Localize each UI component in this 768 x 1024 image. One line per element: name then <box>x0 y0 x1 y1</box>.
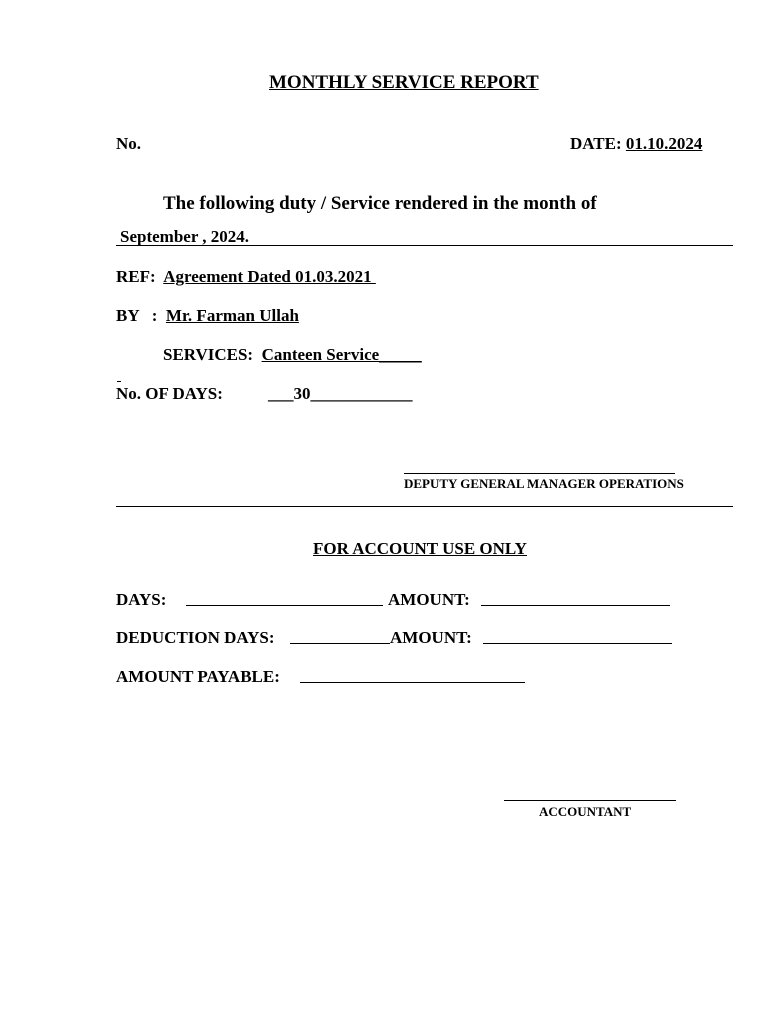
date-field <box>570 134 702 154</box>
account-amount-blank <box>481 591 670 606</box>
by-value: Mr. Farman Ullah <box>165 306 299 325</box>
by-row <box>116 306 299 326</box>
small-mark <box>117 381 121 382</box>
days-value: ___30____________ <box>268 384 413 403</box>
intro-text: The following duty / Service rendered in the month of <box>163 193 597 214</box>
services-label: SERVICES: <box>163 345 254 364</box>
ref-value: Agreement Dated 01.03.2021 <box>163 267 376 286</box>
signature2-line <box>504 800 676 801</box>
days-label: No. OF DAYS: <box>116 384 223 403</box>
signature1-line <box>404 473 675 474</box>
signature2-label: ACCOUNTANT <box>539 804 632 819</box>
ref-label: REF: <box>116 267 156 286</box>
signature1-label: DEPUTY GENERAL MANAGER OPERATIONS <box>404 476 684 491</box>
amount-payable-label: AMOUNT PAYABLE: <box>116 667 280 686</box>
account-amount-label: AMOUNT: <box>388 590 470 609</box>
deduction-amount-blank <box>483 629 672 644</box>
deduction-amount-label: AMOUNT: <box>390 628 472 647</box>
number-label: No. <box>116 134 142 153</box>
section-divider <box>116 506 733 507</box>
services-row <box>163 345 422 365</box>
month-underline <box>116 245 733 246</box>
deduction-days-blank <box>290 629 390 644</box>
date-value: 01.10.2024 <box>625 134 703 153</box>
days-row <box>116 384 223 404</box>
ref-row <box>116 267 376 287</box>
date-label: DATE: <box>570 134 622 153</box>
amount-payable-blank <box>300 668 525 683</box>
account-heading: FOR ACCOUNT USE ONLY <box>313 539 527 558</box>
account-days-label: DAYS: <box>116 590 167 609</box>
month-value: September , 2024. <box>120 227 250 246</box>
services-value: Canteen Service_____ <box>261 345 422 364</box>
report-title: MONTHLY SERVICE REPORT <box>269 72 539 93</box>
account-days-blank <box>186 591 383 606</box>
deduction-days-label: DEDUCTION DAYS: <box>116 628 275 647</box>
by-label: BY : <box>116 306 158 325</box>
